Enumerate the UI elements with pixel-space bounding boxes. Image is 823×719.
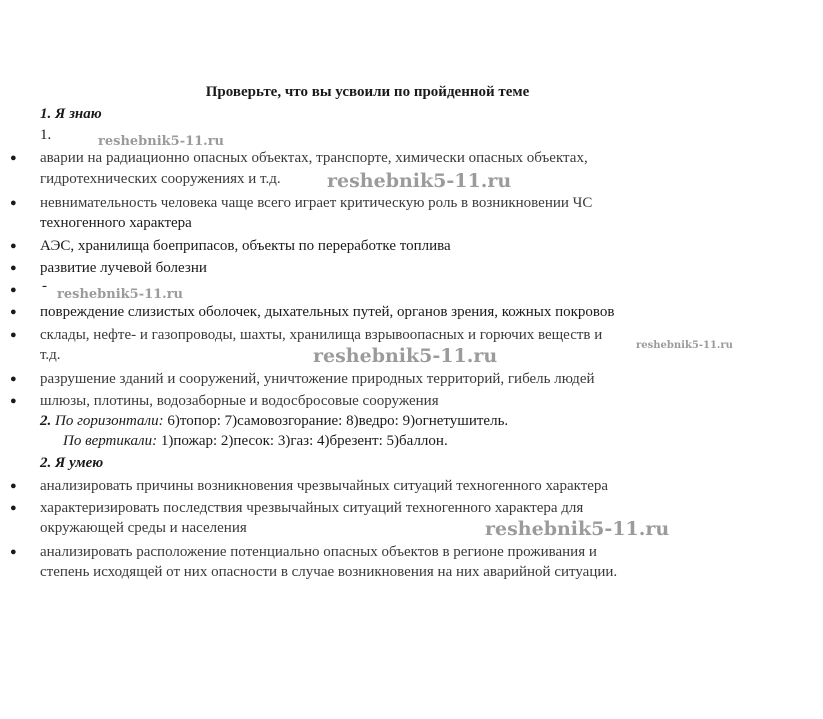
list-item: развитие лучевой болезни [40, 260, 207, 276]
bullet-marker: ● [10, 197, 17, 209]
watermark: reshebnik5-11.ru [485, 518, 670, 540]
list-item-continuation: техногенного характера [40, 215, 192, 231]
list-item: - [42, 278, 47, 294]
watermark: reshebnik5-11.ru [327, 170, 512, 192]
bullet-marker: ● [10, 284, 17, 296]
watermark: reshebnik5-11.ru [57, 287, 184, 302]
bullet-marker: ● [10, 480, 17, 492]
watermark: reshebnik5-11.ru [313, 345, 498, 367]
watermark: reshebnik5-11.ru [98, 134, 225, 149]
crossword-horizontal-label: По горизонтали: [55, 413, 164, 429]
section-heading-know: 1. Я знаю [40, 106, 102, 122]
bullet-marker: ● [10, 395, 17, 407]
bullet-marker: ● [10, 306, 17, 318]
list-item: анализировать расположение потенциально опасных объектов в регионе проживания и [40, 544, 597, 560]
bullet-marker: ● [10, 240, 17, 252]
bullet-marker: ● [10, 262, 17, 274]
list-item-continuation: т.д. [40, 347, 61, 363]
watermark: reshebnik5-11.ru [636, 340, 733, 351]
bullet-marker: ● [10, 502, 17, 514]
section-heading-can: 2. Я умею [40, 455, 104, 471]
page-title: Проверьте, что вы усвоили по пройденной теме [205, 84, 530, 100]
crossword-vertical-answers: 1)пожар: 2)песок: 3)газ: 4)брезент: 5)баллон. [157, 433, 448, 449]
bullet-marker: ● [10, 373, 17, 385]
list-item: разрушение зданий и сооружений, уничтожение природных территорий, гибель людей [40, 371, 595, 387]
list-item: повреждение слизистых оболочек, дыхательных путей, органов зрения, кожных покровов [40, 304, 615, 320]
crossword-horizontal-answers: 6)топор: 7)самовозгорание: 8)ведро: 9)огнетушитель. [163, 413, 509, 429]
list-item: невнимательность человека чаще всего играет критическую роль в возникновении ЧС [40, 195, 593, 211]
list-item-continuation: гидротехнических сооружениях и т.д. [40, 171, 281, 187]
crossword-horizontal [40, 411, 508, 431]
list-item: шлюзы, плотины, водозаборные и водосбросовые сооружения [40, 393, 439, 409]
bullet-marker: ● [10, 329, 17, 341]
list-item: характеризировать последствия чрезвычайных ситуаций техногенного характера для [40, 500, 584, 516]
crossword-vertical-label: По вертикали: [63, 433, 158, 449]
crossword-number: 2. [40, 413, 52, 429]
list-item-continuation: степень исходящей от них опасности в случае возникновения на них аварийной ситуации. [40, 564, 618, 580]
sub-number-1: 1. [40, 127, 52, 143]
bullet-marker: ● [10, 152, 17, 164]
list-item: анализировать причины возникновения чрезвычайных ситуаций техногенного характера [40, 478, 609, 494]
crossword-vertical [63, 431, 448, 451]
list-item: склады, нефте- и газопроводы, шахты, хранилища взрывоопасных и горючих веществ и [40, 327, 603, 343]
list-item-continuation: окружающей среды и населения [40, 520, 247, 536]
list-item: аварии на радиационно опасных объектах, транспорте, химически опасных объектах, [40, 150, 588, 166]
list-item: АЭС, хранилища боеприпасов, объекты по переработке топлива [40, 238, 451, 254]
bullet-marker: ● [10, 546, 17, 558]
